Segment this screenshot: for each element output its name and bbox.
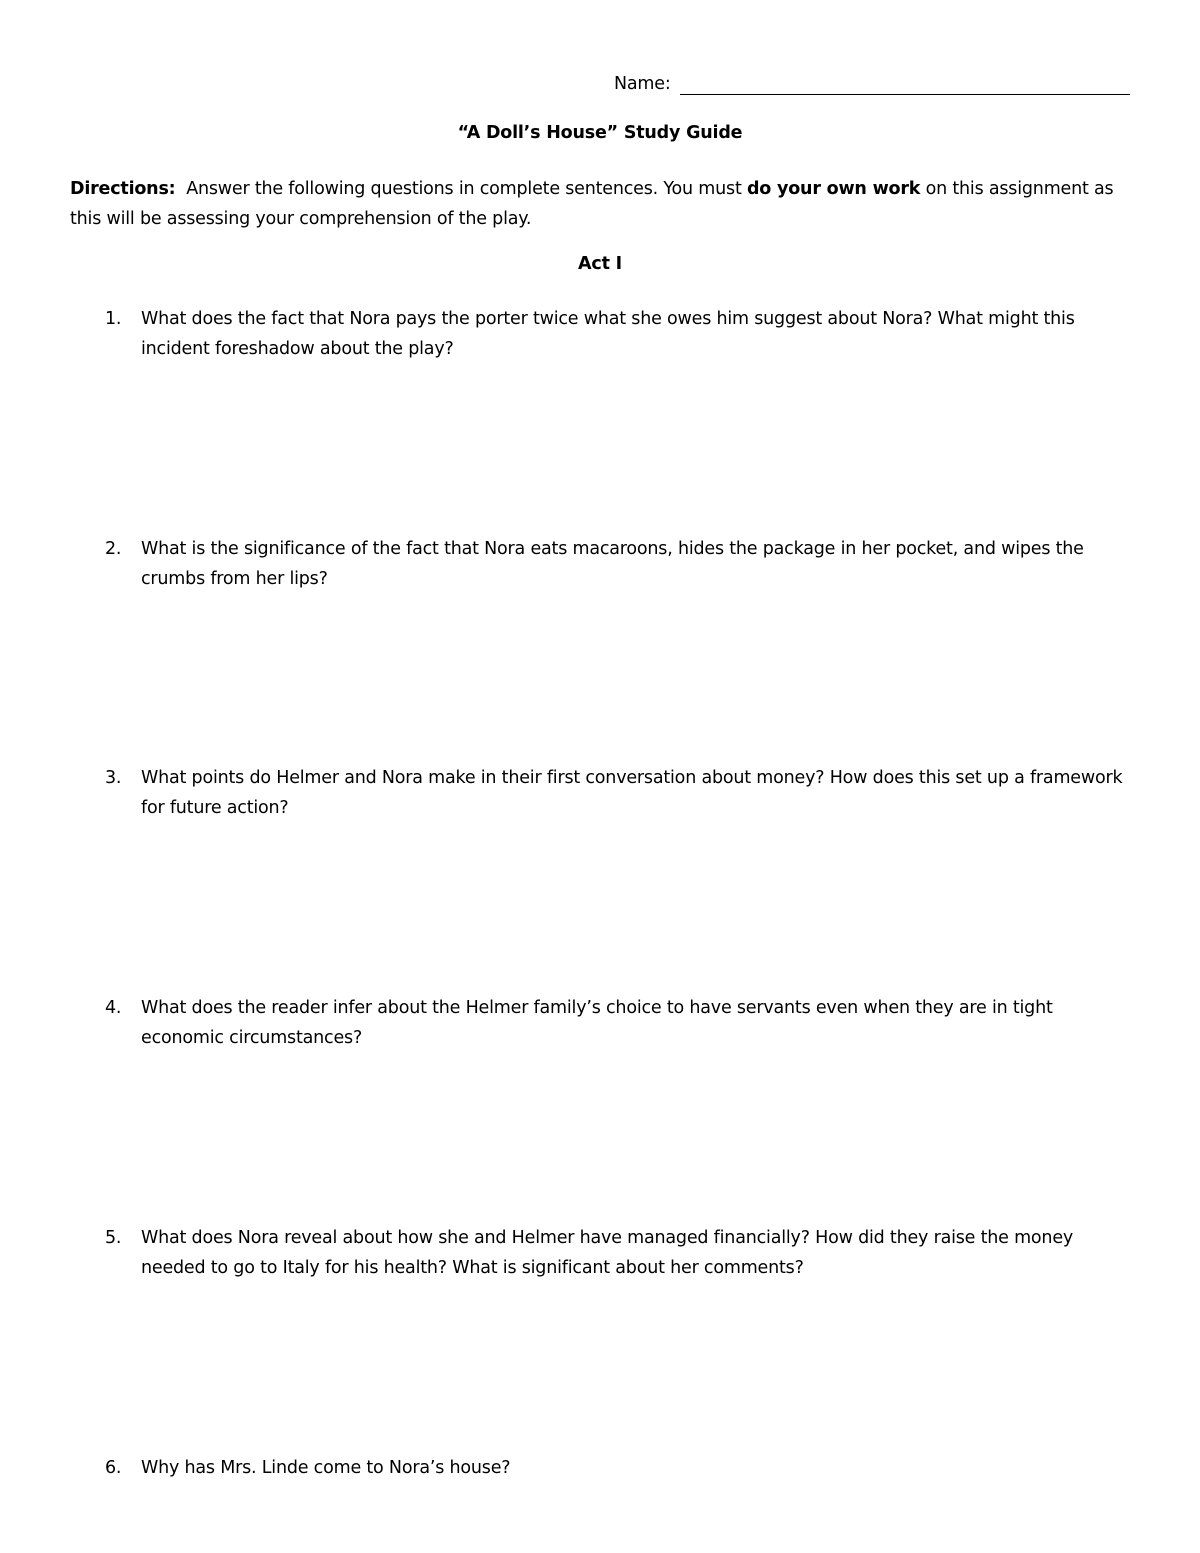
- question-number: 4.: [105, 998, 122, 1018]
- question-item: [105, 1453, 1125, 1483]
- question-text: What does Nora reveal about how she and Helmer have managed financially? How did they raise the money needed to go to Italy for his health? What is significant about her comments?: [141, 1228, 1074, 1278]
- directions-text-before: Answer the following questions in complete sentences. You must: [186, 179, 747, 199]
- directions-emphasis: do your own work: [746, 179, 921, 199]
- question-item: [105, 304, 1125, 364]
- name-label: Name:: [614, 74, 671, 94]
- directions-text-after: on this assignment as this will be assessing your comprehension of the play.: [70, 179, 1114, 229]
- name-blank-line: [680, 94, 1130, 95]
- question-number: 3.: [105, 768, 122, 788]
- question-text: What does the reader infer about the Helmer family’s choice to have servants even when they are in tight economic circumstances?: [141, 998, 1053, 1048]
- directions-label: Directions:: [70, 179, 176, 199]
- document-title: “A Doll’s House” Study Guide: [457, 123, 743, 143]
- question-item: [105, 534, 1125, 594]
- question-text: What points do Helmer and Nora make in their first conversation about money? How does this set up a framework for future action?: [141, 768, 1123, 818]
- question-text: What is the significance of the fact that Nora eats macaroons, hides the package in her pocket, and wipes the crumbs from her lips?: [141, 539, 1084, 589]
- question-text: What does the fact that Nora pays the porter twice what she owes him suggest about Nora? What might this incident foreshadow about the play?: [141, 309, 1075, 359]
- question-item: [105, 1223, 1125, 1283]
- question-number: 6.: [105, 1458, 122, 1478]
- question-number: 1.: [105, 309, 122, 329]
- question-number: 5.: [105, 1228, 122, 1248]
- question-number: 2.: [105, 539, 122, 559]
- question-text: Why has Mrs. Linde come to Nora’s house?: [141, 1458, 511, 1478]
- section-heading: Act I: [578, 254, 622, 274]
- question-item: [105, 993, 1125, 1053]
- question-item: [105, 763, 1125, 823]
- name-field: [614, 74, 1134, 98]
- directions-paragraph: [70, 174, 1130, 234]
